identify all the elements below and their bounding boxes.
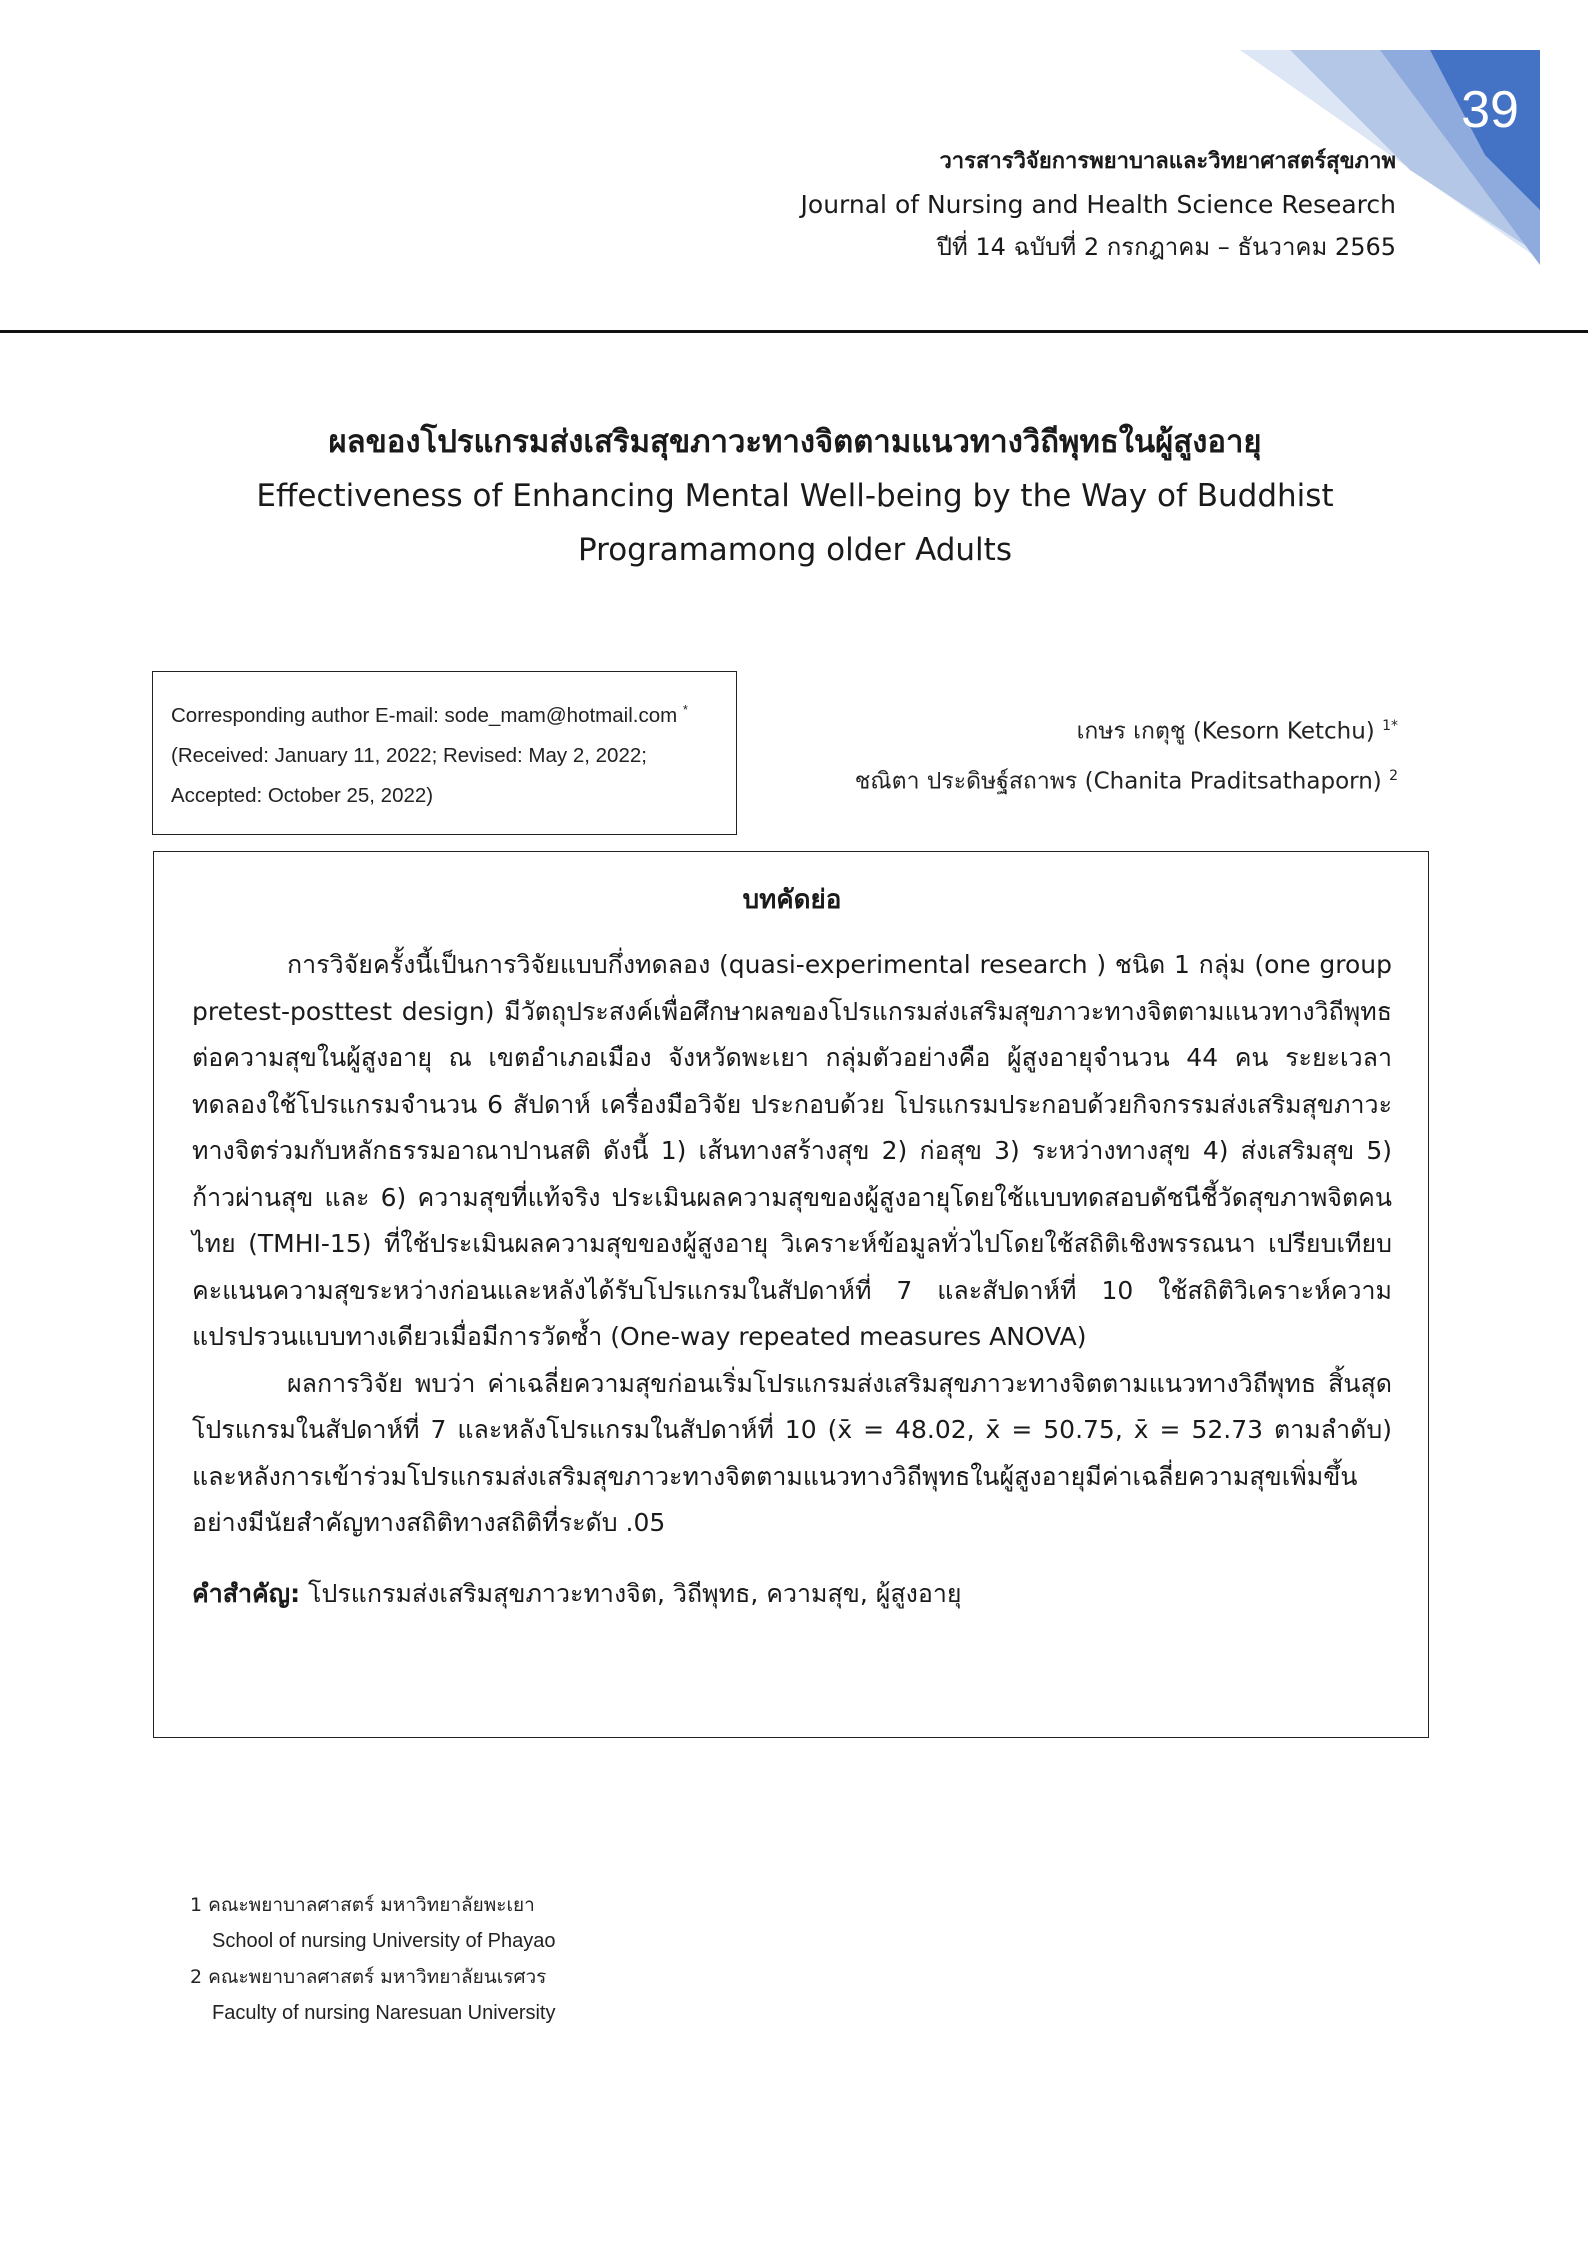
author-mark: 1* <box>1382 718 1398 734</box>
keywords <box>192 1571 1392 1617</box>
abstract-heading: บทคัดย่อ <box>742 885 842 915</box>
affiliation-footnotes <box>190 1887 1090 2031</box>
author-list <box>598 704 1398 803</box>
page-number: 39 <box>1461 81 1519 139</box>
author-2 <box>598 754 1398 804</box>
footnote-1-english: School of nursing University of Phayao <box>212 1930 556 1952</box>
keywords-label: คำสำคัญ: <box>192 1578 301 1608</box>
header-divider <box>0 330 1588 333</box>
accepted-date: Accepted: October 25, 2022) <box>171 783 434 807</box>
email-text: Corresponding author E-mail: sode_mam@hotmail.com <box>171 703 678 727</box>
author-mark: 2 <box>1389 767 1398 784</box>
footnote-1-thai: 1 คณะพยาบาลศาสตร์ มหาวิทยาลัยพะเยา <box>190 1894 535 1916</box>
author-name: ชณิตา ประดิษฐ์สถาพร (Chanita Praditsathaporn) <box>854 768 1382 795</box>
author-1 <box>598 704 1398 754</box>
abstract-paragraph-1: การวิจัยครั้งนี้เป็นการวิจัยแบบกึ่งทดลอง (quasi-experimental research ) ชนิด 1 กลุ่ม (one group pretest-posttest design) มีวัตถุประสงค์เพื่อศึกษาผลของโปรแกรมส่งเสริมสุขภาวะทางจิตตามแนวทางวิถีพุทธต่อความสุขในผู้สูงอายุ ณ เขตอำเภอเมือง จังหวัดพะเยา กลุ่มตัวอย่างคือ ผู้สูงอายุจำนวน 44 คน ระยะเวลาทดลองใช้โปรแกรมจำนวน 6 สัปดาห์ เครื่องมือวิจัย ประกอบด้วย โปรแกรมประกอบด้วยกิจกรรมส่งเสริมสุขภาวะทางจิตร่วมกับหลักธรรมอาณาปานสติ ดังนี้ 1) เส้นทางสร้างสุข 2) ก่อสุข 3) ระหว่างทางสุข 4) ส่งเสริมสุข 5) ก้าวผ่านสุข และ 6) ความสุขที่แท้จริง ประเมินผลความสุขของผู้สูงอายุโดยใช้แบบทดสอบดัชนีชี้วัดสุขภาพจิตคนไทย (TMHI-15) ที่ใช้ประเมินผลความสุขของผู้สูงอายุ วิเคราะห์ข้อมูลทั่วไปโดยใช้สถิติเชิงพรรณนา เปรียบเทียบคะแนนความสุขระหว่างก่อนและหลังได้รับโปรแกรมในสัปดาห์ที่ 7 และสัปดาห์ที่ 10 ใช้สถิติวิเคราะห์ความแปรปรวนแบบทางเดียวเมื่อมีการวัดซ้ำ (One-way repeated measures ANOVA) <box>192 950 1392 1351</box>
email-mark: * <box>682 702 688 717</box>
author-name: เกษร เกตุชู (Kesorn Ketchu) <box>1076 718 1375 745</box>
footnote-2-thai: 2 คณะพยาบาลศาสตร์ มหาวิทยาลัยนเรศวร <box>190 1966 547 1988</box>
title-english-line1: Effectiveness of Enhancing Mental Well-being by the Way of Buddhist <box>256 478 1334 514</box>
abstract-box <box>153 851 1429 1738</box>
title-thai: ผลของโปรแกรมส่งเสริมสุขภาวะทางจิตตามแนวทางวิถีพุทธในผู้สูงอายุ <box>328 424 1262 460</box>
article-title <box>150 415 1440 577</box>
footnote-2-english: Faculty of nursing Naresuan University <box>212 2002 556 2024</box>
received-dates: (Received: January 11, 2022; Revised: May 2, 2022; <box>171 743 647 767</box>
journal-issue: ปีที่ 14 ฉบับที่ 2 กรกฎาคม – ธันวาคม 2565 <box>936 233 1396 261</box>
journal-title-thai: วารสารวิจัยการพยาบาลและวิทยาศาสตร์สุขภาพ <box>939 149 1396 174</box>
journal-header <box>596 140 1396 269</box>
keywords-text: โปรแกรมส่งเสริมสุขภาวะทางจิต, วิถีพุทธ, ความสุข, ผู้สูงอายุ <box>308 1578 962 1608</box>
journal-title-english: Journal of Nursing and Health Science Research <box>800 190 1396 219</box>
title-english-line2: Programamong older Adults <box>578 532 1012 568</box>
abstract-paragraph-2: ผลการวิจัย พบว่า ค่าเฉลี่ยความสุขก่อนเริ่มโปรแกรมส่งเสริมสุขภาวะทางจิตตามแนวทางวิถีพุทธ สิ้นสุดโปรแกรมในสัปดาห์ที่ 7 และหลังโปรแกรมในสัปดาห์ที่ 10 (x̄ = 48.02, x̄ = 50.75, x̄ = 52.73 ตามลำดับ) และหลังการเข้าร่วมโปรแกรมส่งเสริมสุขภาวะทางจิตตามแนวทางวิถีพุทธในผู้สูงอายุมีค่าเฉลี่ยความสุขเพิ่มขึ้นอย่างมีนัยสำคัญทางสถิติทางสถิติที่ระดับ .05 <box>192 1368 1392 1537</box>
